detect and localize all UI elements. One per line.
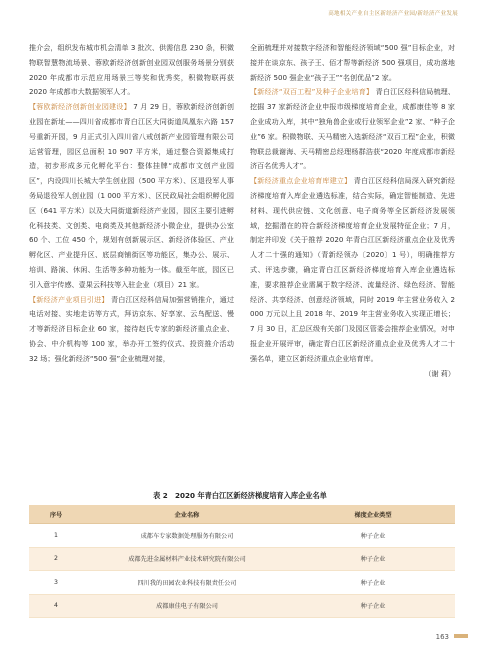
section-paragraph	[250, 174, 455, 366]
section-title: 【新经济重点企业培育库建立】	[250, 176, 352, 186]
section-title: 【新经济产业项目引进】	[29, 294, 109, 304]
section-paragraph	[29, 293, 234, 367]
section-text: 青白江区经科信局梳理、挖掘 37 家新经济企业申报市级梯度培育企业，成都康佳等 8 家企业成功入库，其中“独角兽企业或行业领军企业”2 家、“种子企业”6 家。积微物联、天马精密入选新经济“双百工程”企业，积微物联总裁谢海、天马精密总经理杨群浩获“2020 年度成都市新经济百名优秀人才”。	[250, 87, 455, 171]
section-text: 青白江区经科信局深入研究新经济梯度培育入库企业遴选标准，结合实际，确定智能制造、先进材料、现代供应链、文化创意、电子商务等全区新经济发展领域，挖掘潜在的符合新经济梯度培育企业发展特征企业；7 月，制定并印发《关于推荐 2020 年青白江区新经济重点企业及优秀人才二十强的通知》（青新经领办〔2020〕1 号），明确推荐方式、评选步骤，确定青白江区新经济梯度培育入库企业遴选标准，要求推荐企业需属于数字经济、流量经济、绿色经济、智能经济、共享经济、创意经济领域，同时 2019 年主营业务收入 2 000 万元以上且 2018 年、2019 年主营业务收入实现正增长；7 月 30 日，汇总区级有关部门及园区管委会推荐企业情况，对申报企业开展评审，确定青白江区新经济重点企业及优秀人才二十强名单，建立区新经济重点企业培育库。	[250, 176, 455, 363]
right-column	[250, 41, 455, 381]
cell-name: 四川我的田园农业科技有限责任公司	[83, 571, 291, 595]
section-text: 青白江区经科信局加强营销推介，通过电话对接、实地走访等方式，拜访京东、好享家、云鸟配送、慢才等新经济目标企业 60 家，接待赵氏专家的新经济重点企业、协会、中介机构等 100 家，举办开工签约仪式、投资推介活动 32 场；强化新经济“500 强”企业梳理对接，	[29, 294, 234, 363]
section-title: 【新经济“双百工程”及种子企业培育】	[250, 87, 374, 97]
cell-name: 成都康佳电子有限公司	[83, 594, 291, 618]
cell-no: 4	[29, 594, 83, 618]
cell-type: 种子企业	[291, 571, 455, 595]
column-header-type: 梯度企业类型	[291, 505, 455, 524]
cell-no: 2	[29, 547, 83, 571]
table-row	[29, 547, 455, 571]
section-paragraph	[29, 100, 234, 292]
section-title: 【蓉欧新经济创新创业园建设】	[29, 102, 131, 112]
column-header-no: 序号	[29, 505, 83, 524]
cell-name: 成都车专家数据处理服务有限公司	[83, 524, 291, 548]
cell-no: 3	[29, 571, 83, 595]
paragraph: 全面梳理并对接数字经济和智能经济领域“500 强”目标企业，对接并在谈京东、孩子王、佰才帮等新经济 500 强项目，成功落地新经济 500 强企业“孩子王”“名创优品”2 家。	[250, 43, 455, 82]
left-column	[29, 41, 234, 367]
table-header-row	[29, 505, 455, 524]
table-row	[29, 524, 455, 548]
cell-type: 种子企业	[291, 524, 455, 548]
enterprise-table	[29, 505, 455, 618]
cell-name: 成都先进金属材料产业技术研究院有限公司	[83, 547, 291, 571]
page-number: 163	[435, 633, 449, 641]
table-row	[29, 571, 455, 595]
cell-type: 种子企业	[291, 547, 455, 571]
author-signature: （谢 莉）	[424, 368, 455, 378]
section-text: 7 月 29 日，蓉欧新经济创新创业园在新址——四川省成都市青白江区大同街道凤凰东六路 157 号重新开园，9 月正式引入四川省八戒创新产业园管理有限公司运营管理，园区总面积 10 907 平方米，通过整合资源集成打造，初步形成多元化孵化平台：整体挂牌“成都市文创产业园区”，内设四川长城大学生创业园（500 平方米）、区退役军人事务局退役军人创业园（1 000 平方米）、区民政局社会组织孵化园区（641 平方米）以及大同街道新经济产业园，园区主要引进孵化科技类、文创类、电商类及其他新经济小微企业，提供办公室 60 个、工位 450 个，规划有创新展示区、新经济体验区、产业孵化区、产业提升区、底层商铺街区等功能区，集办公、展示、培训、路演、休闲、生活等多种功能为一体。截至年底，园区已引入意宇传感、壹果云科技等入驻企业（项目）21 家。	[29, 102, 234, 289]
page-number-accent-bar	[454, 634, 468, 638]
running-header: 高地相关产业自主区新经济产业园/新经济产业发展	[328, 11, 458, 17]
table-row	[29, 594, 455, 618]
cell-no: 1	[29, 524, 83, 548]
paragraph: 推介会，组织发布城市机会清单 3 批次、供需信息 230 条，积微物联智慧物流场景、蓉欧新经济创新创业园双创服务场景分别获 2020 年成都市示范应用场景三等奖和优秀奖，积微物联再获 2020 年成都市大数据领军人才。	[29, 43, 234, 97]
column-header-name: 企业名称	[83, 505, 291, 524]
table-caption: 表 2 2020 年青白江区新经济梯度培育入库企业名单	[153, 491, 327, 500]
section-paragraph	[250, 85, 455, 174]
cell-type: 种子企业	[291, 594, 455, 618]
